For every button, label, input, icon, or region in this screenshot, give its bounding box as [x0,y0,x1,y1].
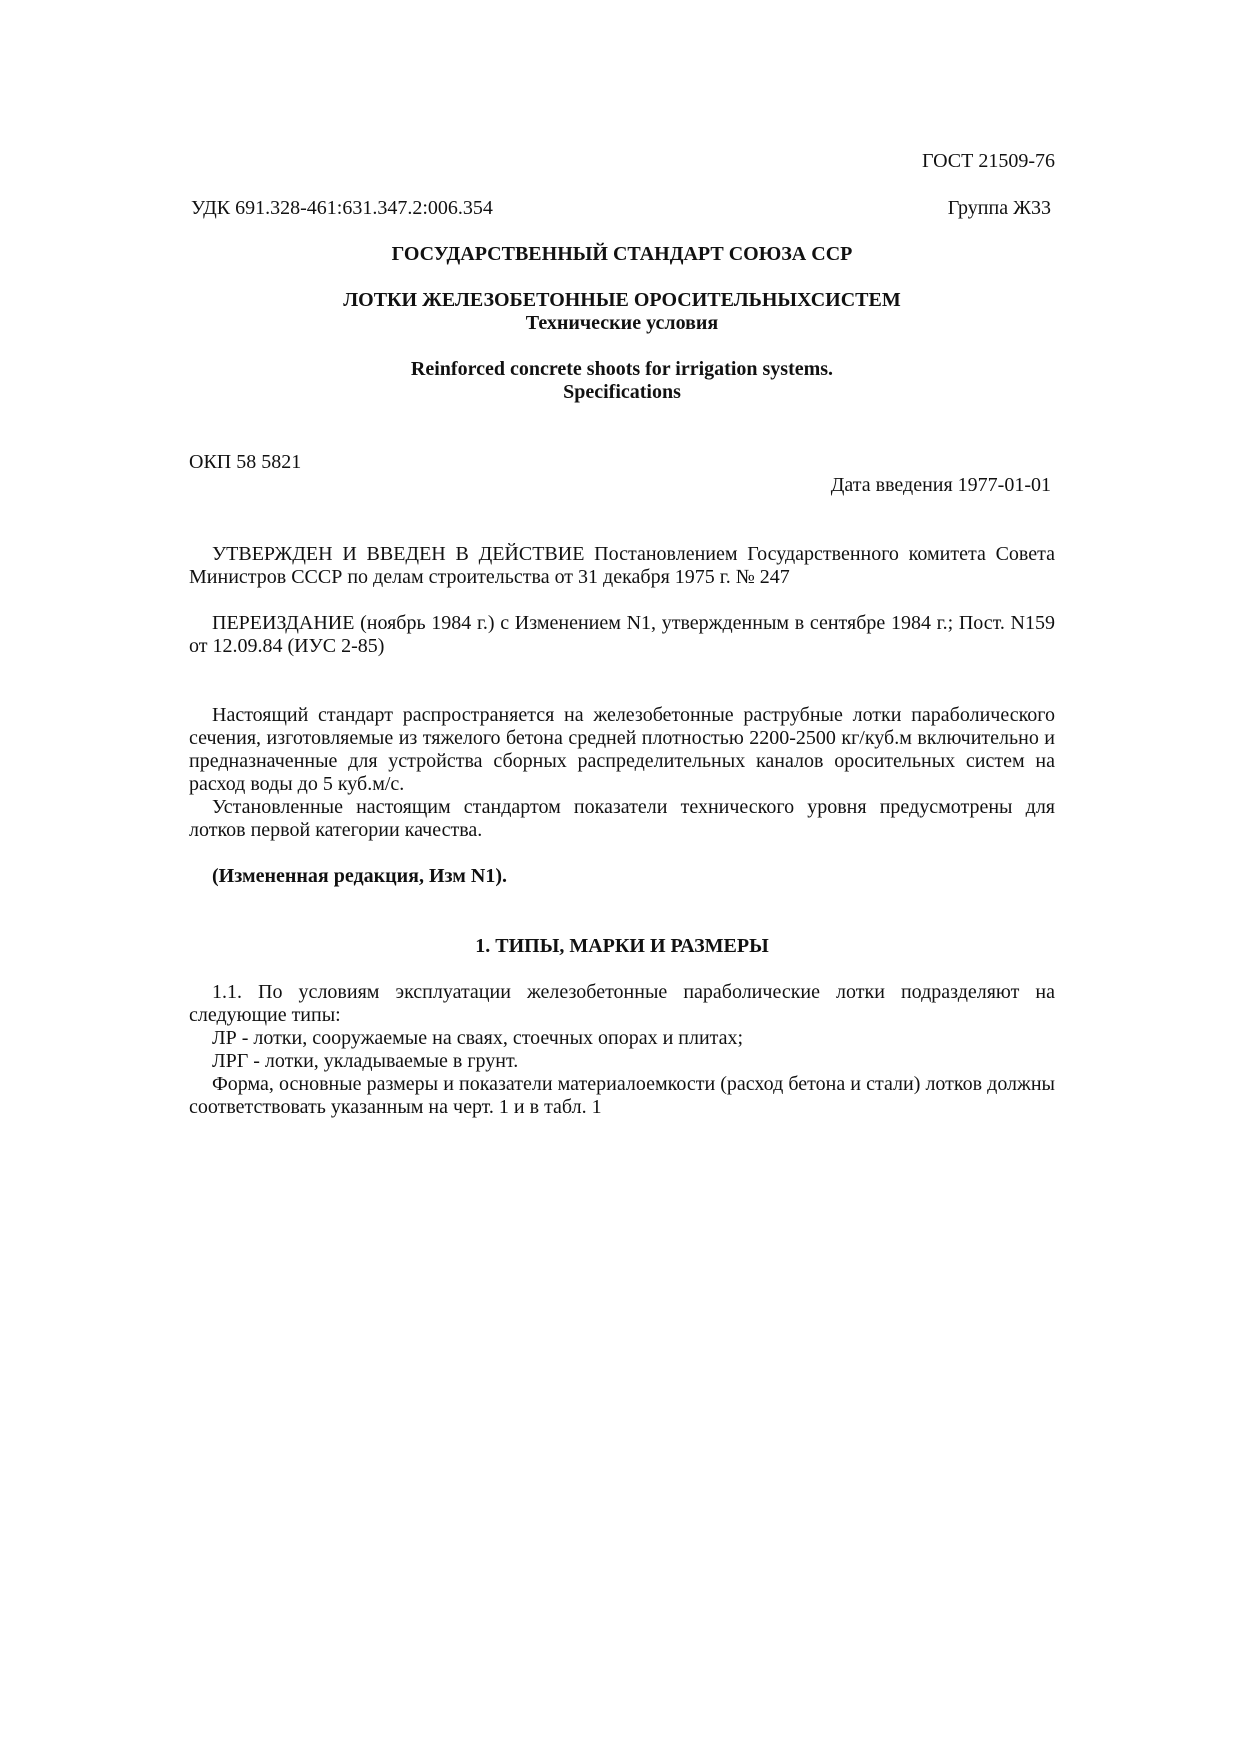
group-code: Группа Ж33 [947,197,1051,219]
okp-code: ОКП 58 5821 [189,451,302,473]
section-1-heading-text: 1. ТИПЫ, МАРКИ И РАЗМЕРЫ [475,935,769,957]
document-title-en [189,358,1055,404]
subtitle-ru: Технические условия [525,312,719,334]
introduction-date: Дата введения 1977-01-01 [830,474,1051,496]
document-title [189,289,1055,335]
scope-section [189,704,1055,842]
title-en: Reinforced concrete shoots for irrigation systems. [410,358,834,380]
section-1-heading [189,935,1055,958]
section-1-paragraph-3: ЛРГ - лотки, укладываемые в грунт. [212,1050,519,1072]
approval-paragraph [189,543,1055,589]
amendment-note [189,865,1055,888]
scope-paragraph-2: Установленные настоящим стандартом показатели технического уровня предусмотрены для лотков первой категории качества. [189,796,1055,841]
standard-title-text: ГОСУДАРСТВЕННЫЙ СТАНДАРТ СОЮЗА ССР [391,243,853,265]
udk-code: УДК 691.328-461:631.347.2:006.354 [191,197,493,219]
section-1-paragraph-2: ЛР - лотки, сооружаемые на сваях, стоечных опорах и плитах; [212,1027,744,1049]
section-1-paragraph-1: 1.1. По условиям эксплуатации железобетонные параболические лотки подразделяют на следующие типы: [189,981,1055,1026]
scope-paragraph-1: Настоящий стандарт распространяется на железобетонные раструбные лотки параболического сечения, изготовляемые из тяжелого бетона средней плотностью 2200-2500 кг/куб.м включительно и предназначенные для устройства сборных распределительных каналов оросительных систем на расход воды до 5 куб.м/с. [189,704,1055,795]
amendment-note-text: (Измененная редакция, Изм N1). [212,865,508,887]
section-1-paragraph-4: Форма, основные размеры и показатели материалоемкости (расход бетона и стали) лотков должны соответствовать указанным на черт. 1 и в табл. 1 [189,1073,1055,1118]
subtitle-en: Specifications [563,381,681,403]
title-ru: ЛОТКИ ЖЕЛЕЗОБЕТОННЫЕ ОРОСИТЕЛЬНЫХСИСТЕМ [343,289,901,311]
gost-number: ГОСТ 21509-76 [922,150,1055,172]
approval-text: УТВЕРЖДЕН И ВВЕДЕН В ДЕЙСТВИЕ Постановлением Государственного комитета Совета Министров СССР по делам строительства от 31 декабря 1975 г. № 247 [189,543,1055,588]
document-page [189,0,1055,1755]
section-1-body [189,981,1055,1119]
reissue-text: ПЕРЕИЗДАНИЕ (ноябрь 1984 г.) с Изменением N1, утвержденным в сентябре 1984 г.; Пост. N159 от 12.09.84 (ИУС 2-85) [189,612,1055,657]
standard-title [189,243,1055,266]
reissue-paragraph [189,612,1055,658]
